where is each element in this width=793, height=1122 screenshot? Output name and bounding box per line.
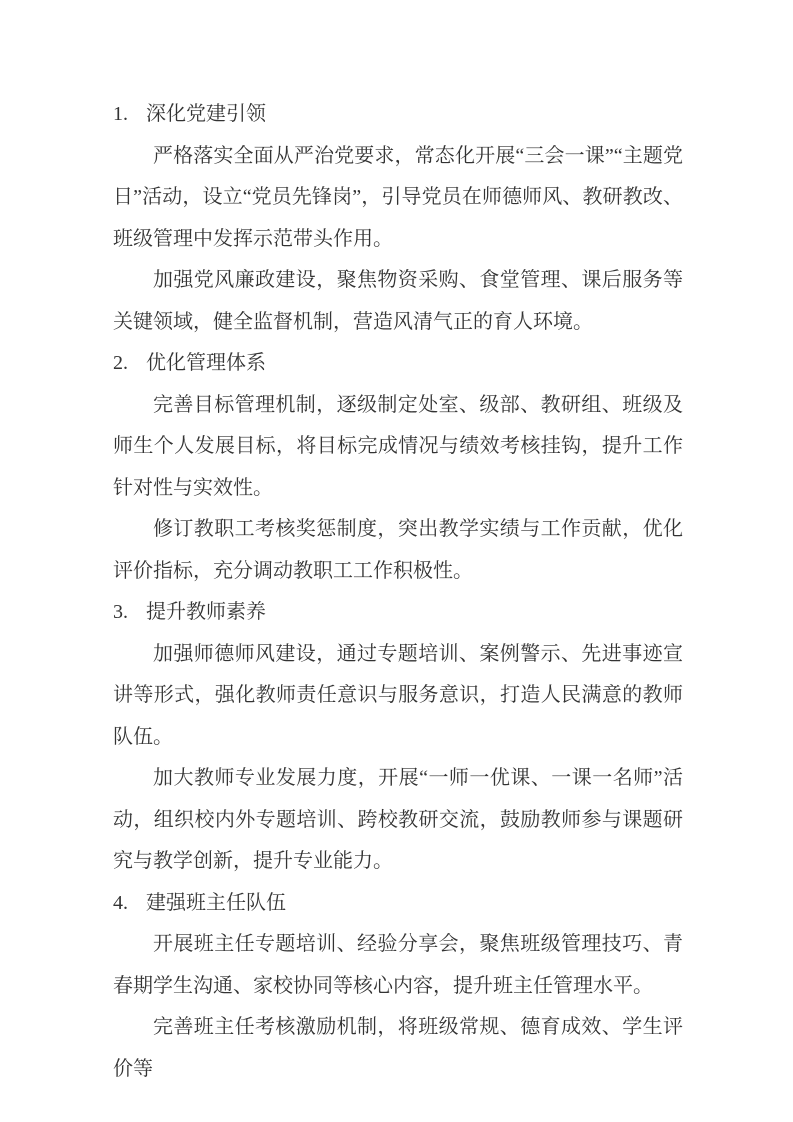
section-heading-1 bbox=[113, 94, 683, 136]
section-3-paragraph-2: 加大教师专业发展力度，开展“一师一优课、一课一名师”活动，组织校内外专题培训、跨校教研交流，鼓励教师参与课题研究与教学创新，提升专业能力。 bbox=[113, 767, 683, 872]
section-number-4: 4. bbox=[113, 891, 128, 914]
section-4-paragraph-1: 开展班主任专题培训、经验分享会，聚焦班级管理技巧、青春期学生沟通、家校协同等核心内容，提升班主任管理水平。 bbox=[113, 933, 683, 997]
section-title-1: 深化党建引领 bbox=[146, 103, 266, 125]
section-1-paragraph-1: 严格落实全面从严治党要求，常态化开展“三会一课”“主题党日”活动，设立“党员先锋岗”，引导党员在师德师风、教研教改、班级管理中发挥示范带头作用。 bbox=[113, 144, 683, 250]
document-content bbox=[113, 94, 683, 1090]
section-3-paragraph-1: 加强师德师风建设，通过专题培训、案例警示、先进事迹宣讲等形式，强化教师责任意识与服务意识，打造人民满意的教师队伍。 bbox=[113, 642, 683, 748]
section-number-1: 1. bbox=[113, 103, 128, 125]
section-title-4: 建强班主任队伍 bbox=[146, 891, 286, 914]
section-2-paragraph-1: 完善目标管理机制，逐级制定处室、级部、教研组、班级及师生个人发展目标，将目标完成情况与绩效考核挂钩，提升工作针对性与实效性。 bbox=[113, 393, 683, 499]
section-heading-4 bbox=[113, 883, 683, 925]
section-1-paragraph-2: 加强党风廉政建设，聚焦物资采购、食堂管理、课后服务等关键领域，健全监督机制，营造风清气正的育人环境。 bbox=[113, 269, 683, 333]
section-2-paragraph-2: 修订教职工考核奖惩制度，突出教学实绩与工作贡献，优化评价指标，充分调动教职工工作积极性。 bbox=[113, 518, 683, 582]
section-heading-3 bbox=[113, 592, 683, 634]
section-heading-2 bbox=[113, 343, 683, 385]
section-title-3: 提升教师素养 bbox=[146, 601, 266, 623]
section-title-2: 优化管理体系 bbox=[146, 352, 266, 374]
section-4-paragraph-2: 完善班主任考核激励机制，将班级常规、德育成效、学生评价等 bbox=[113, 1016, 683, 1080]
section-number-3: 3. bbox=[113, 601, 128, 623]
section-number-2: 2. bbox=[113, 352, 128, 374]
